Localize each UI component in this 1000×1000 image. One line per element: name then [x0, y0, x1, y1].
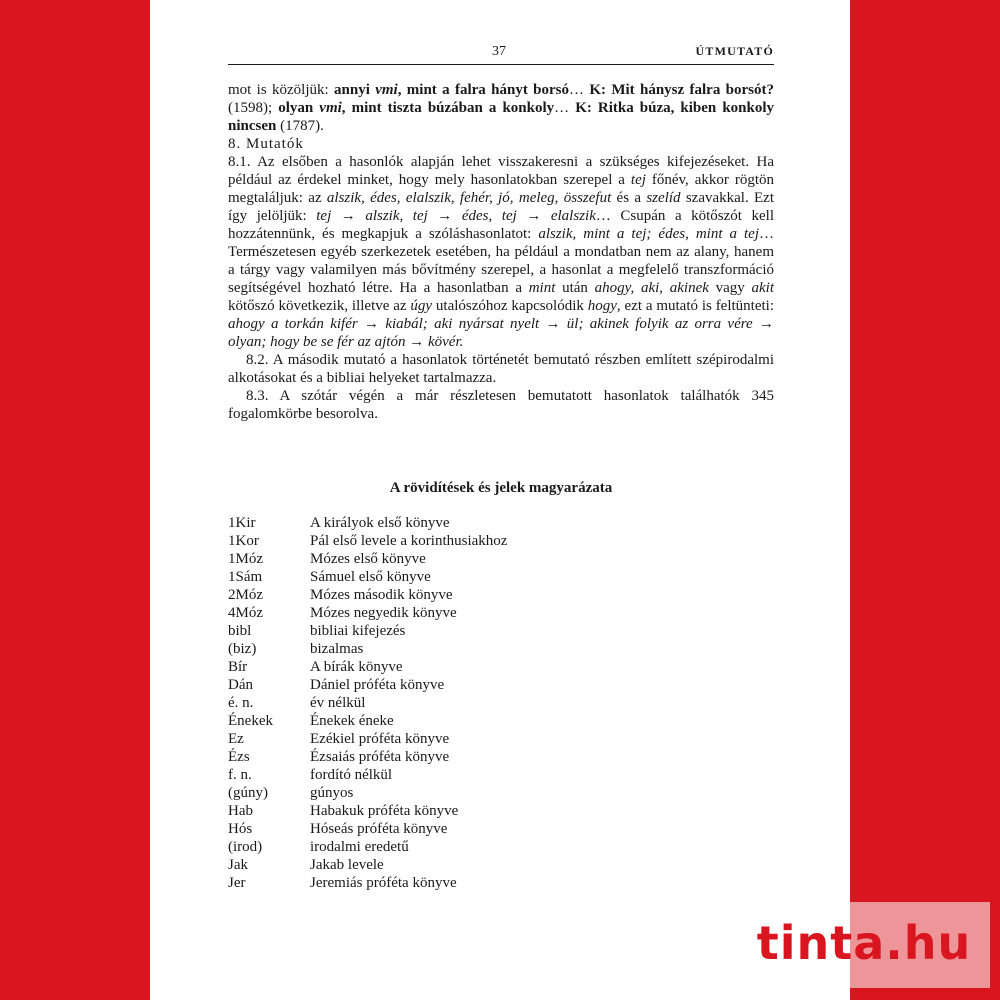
- abbreviation-term: (irod): [228, 839, 263, 855]
- abbreviation-meaning: gúnyos: [310, 785, 354, 801]
- abbreviation-row: [228, 730, 774, 748]
- body-text: [228, 81, 774, 423]
- abbreviation-row: [228, 694, 774, 712]
- abbreviation-term: Ez: [228, 731, 244, 747]
- abbreviation-row: [228, 748, 774, 766]
- abbreviation-row: [228, 568, 774, 586]
- abbreviation-meaning: bibliai kifejezés: [310, 623, 406, 639]
- abbreviation-term: (biz): [228, 641, 257, 657]
- paragraph-8-3: 8.3. A szótár végén a már részletesen bemutatott hasonlatok találhatók 345 fogalomkörbe besorolva.: [228, 388, 774, 422]
- abbreviation-row: [228, 874, 774, 892]
- abbreviation-row: [228, 604, 774, 622]
- abbreviation-term: f. n.: [228, 767, 252, 783]
- abbreviation-meaning: bizalmas: [310, 641, 364, 657]
- abbreviation-row: [228, 640, 774, 658]
- paragraph-8-1: 8.1. Az elsőben a hasonlók alapján lehet visszakeresni a szükséges kifejezéseket. Ha például az érdekel minket, hogy mely hasonlatokban szerepel a tej főnév, akkor rögtön megtaláljuk: az alszik, édes, elalszik, fehér, jó, meleg, összefut és a szelíd szavakkal. Ezt így jelöljük: tej → alszik, tej → édes, tej → elalszik… Csupán a kötőszót kell hozzátennünk, és megkapjuk a szóláshasonlatot: alszik, mint a tej; édes, mint a tej… Természetesen egyéb szerkezetek esetében, ha például a mondatban nem az alany, hanem a tárgy vagy valamilyen más bővítmény szerepel, a hasonlat a megfelelő transzformáció segítségével hozható létre. Ha a hasonlatban a mint után ahogy, aki, akinek vagy akit kötőszó következik, illetve az úgy utalószóhoz kapcsolódik hogy, ezt a mutató is feltünteti: ahogy a torkán kifér → kiabál; aki nyársat nyelt → ül; akinek folyik az orra vére → olyan; hogy be se fér az ajtón → kövér.: [228, 154, 775, 350]
- watermark: [738, 902, 990, 988]
- abbreviation-row: [228, 820, 774, 838]
- abbreviation-row: [228, 514, 774, 532]
- abbreviations-list: [228, 514, 774, 892]
- abbreviation-term: 1Sám: [228, 569, 263, 585]
- abbreviation-row: [228, 802, 774, 820]
- abbreviation-row: [228, 532, 774, 550]
- abbreviation-row: [228, 550, 774, 568]
- watermark-logo: tinta.hu: [756, 916, 972, 970]
- abbreviation-meaning: irodalmi eredetű: [310, 839, 409, 855]
- abbreviation-row: [228, 838, 774, 856]
- abbreviation-term: Jak: [228, 857, 248, 873]
- section-title: 8. Mutatók: [228, 136, 304, 152]
- abbreviation-term: Bír: [228, 659, 248, 675]
- abbreviation-meaning: A bírák könyve: [310, 659, 403, 675]
- abbreviation-term: 1Kir: [228, 515, 256, 531]
- abbreviation-term: Énekek: [228, 713, 273, 729]
- abbreviation-meaning: Habakuk próféta könyve: [310, 803, 459, 819]
- abbreviation-term: 2Móz: [228, 587, 263, 603]
- abbreviation-meaning: Pál első levele a korinthusiakhoz: [310, 533, 508, 549]
- abbreviation-term: Hab: [228, 803, 253, 819]
- abbreviation-meaning: Sámuel első könyve: [310, 569, 431, 585]
- abbreviation-term: Hós: [228, 821, 253, 837]
- abbreviation-term: Dán: [228, 677, 253, 693]
- abbreviation-row: [228, 856, 774, 874]
- abbreviation-row: [228, 766, 774, 784]
- abbreviation-term: é. n.: [228, 695, 254, 711]
- abbreviation-row: [228, 622, 774, 640]
- running-title: ÚTMUTATÓ: [695, 44, 774, 58]
- abbreviation-row: [228, 586, 774, 604]
- abbreviation-meaning: Énekek éneke: [310, 713, 394, 729]
- abbreviation-row: [228, 676, 774, 694]
- abbreviation-term: (gúny): [228, 785, 268, 801]
- intro-paragraph: mot is közöljük: annyi vmi, mint a falra hányt borsó… K: Mit hánysz falra borsót? (1598); olyan vmi, mint tiszta búzában a konkoly… K: Ritka búza, kiben konkoly nincsen (1787).: [228, 82, 775, 134]
- abbreviation-meaning: Jeremiás próféta könyve: [310, 875, 457, 891]
- page-number: 37: [492, 44, 506, 59]
- abbreviation-row: [228, 712, 774, 730]
- abbreviation-meaning: Jakab levele: [310, 857, 384, 873]
- abbreviation-meaning: Mózes negyedik könyve: [310, 605, 457, 621]
- abbreviations-heading: A rövidítések és jelek magyarázata: [389, 480, 613, 496]
- abbreviation-meaning: Dániel próféta könyve: [310, 677, 445, 693]
- abbreviation-meaning: Ezékiel próféta könyve: [310, 731, 450, 747]
- abbreviation-term: 1Móz: [228, 551, 263, 567]
- abbreviation-term: bibl: [228, 623, 252, 639]
- abbreviation-row: [228, 658, 774, 676]
- abbreviation-row: [228, 784, 774, 802]
- abbreviation-term: 4Móz: [228, 605, 263, 621]
- abbreviation-meaning: Mózes első könyve: [310, 551, 426, 567]
- abbreviation-meaning: fordító nélkül: [310, 767, 393, 783]
- abbreviation-term: Jer: [228, 875, 246, 891]
- abbreviation-meaning: A királyok első könyve: [310, 515, 450, 531]
- abbreviation-meaning: év nélkül: [310, 695, 366, 711]
- book-page: [150, 0, 850, 1000]
- paragraph-8-2: 8.2. A második mutató a hasonlatok történetét bemutató részben említett szépirodalmi alkotásokat és a bibliai helyeket tartalmazza.: [228, 352, 774, 386]
- abbreviation-term: Ézs: [228, 749, 250, 765]
- abbreviation-meaning: Ézsaiás próféta könyve: [310, 749, 450, 765]
- abbreviation-meaning: Mózes második könyve: [310, 587, 453, 603]
- page-header: [228, 44, 774, 65]
- abbreviation-term: 1Kor: [228, 533, 259, 549]
- abbreviation-meaning: Hóseás próféta könyve: [310, 821, 448, 837]
